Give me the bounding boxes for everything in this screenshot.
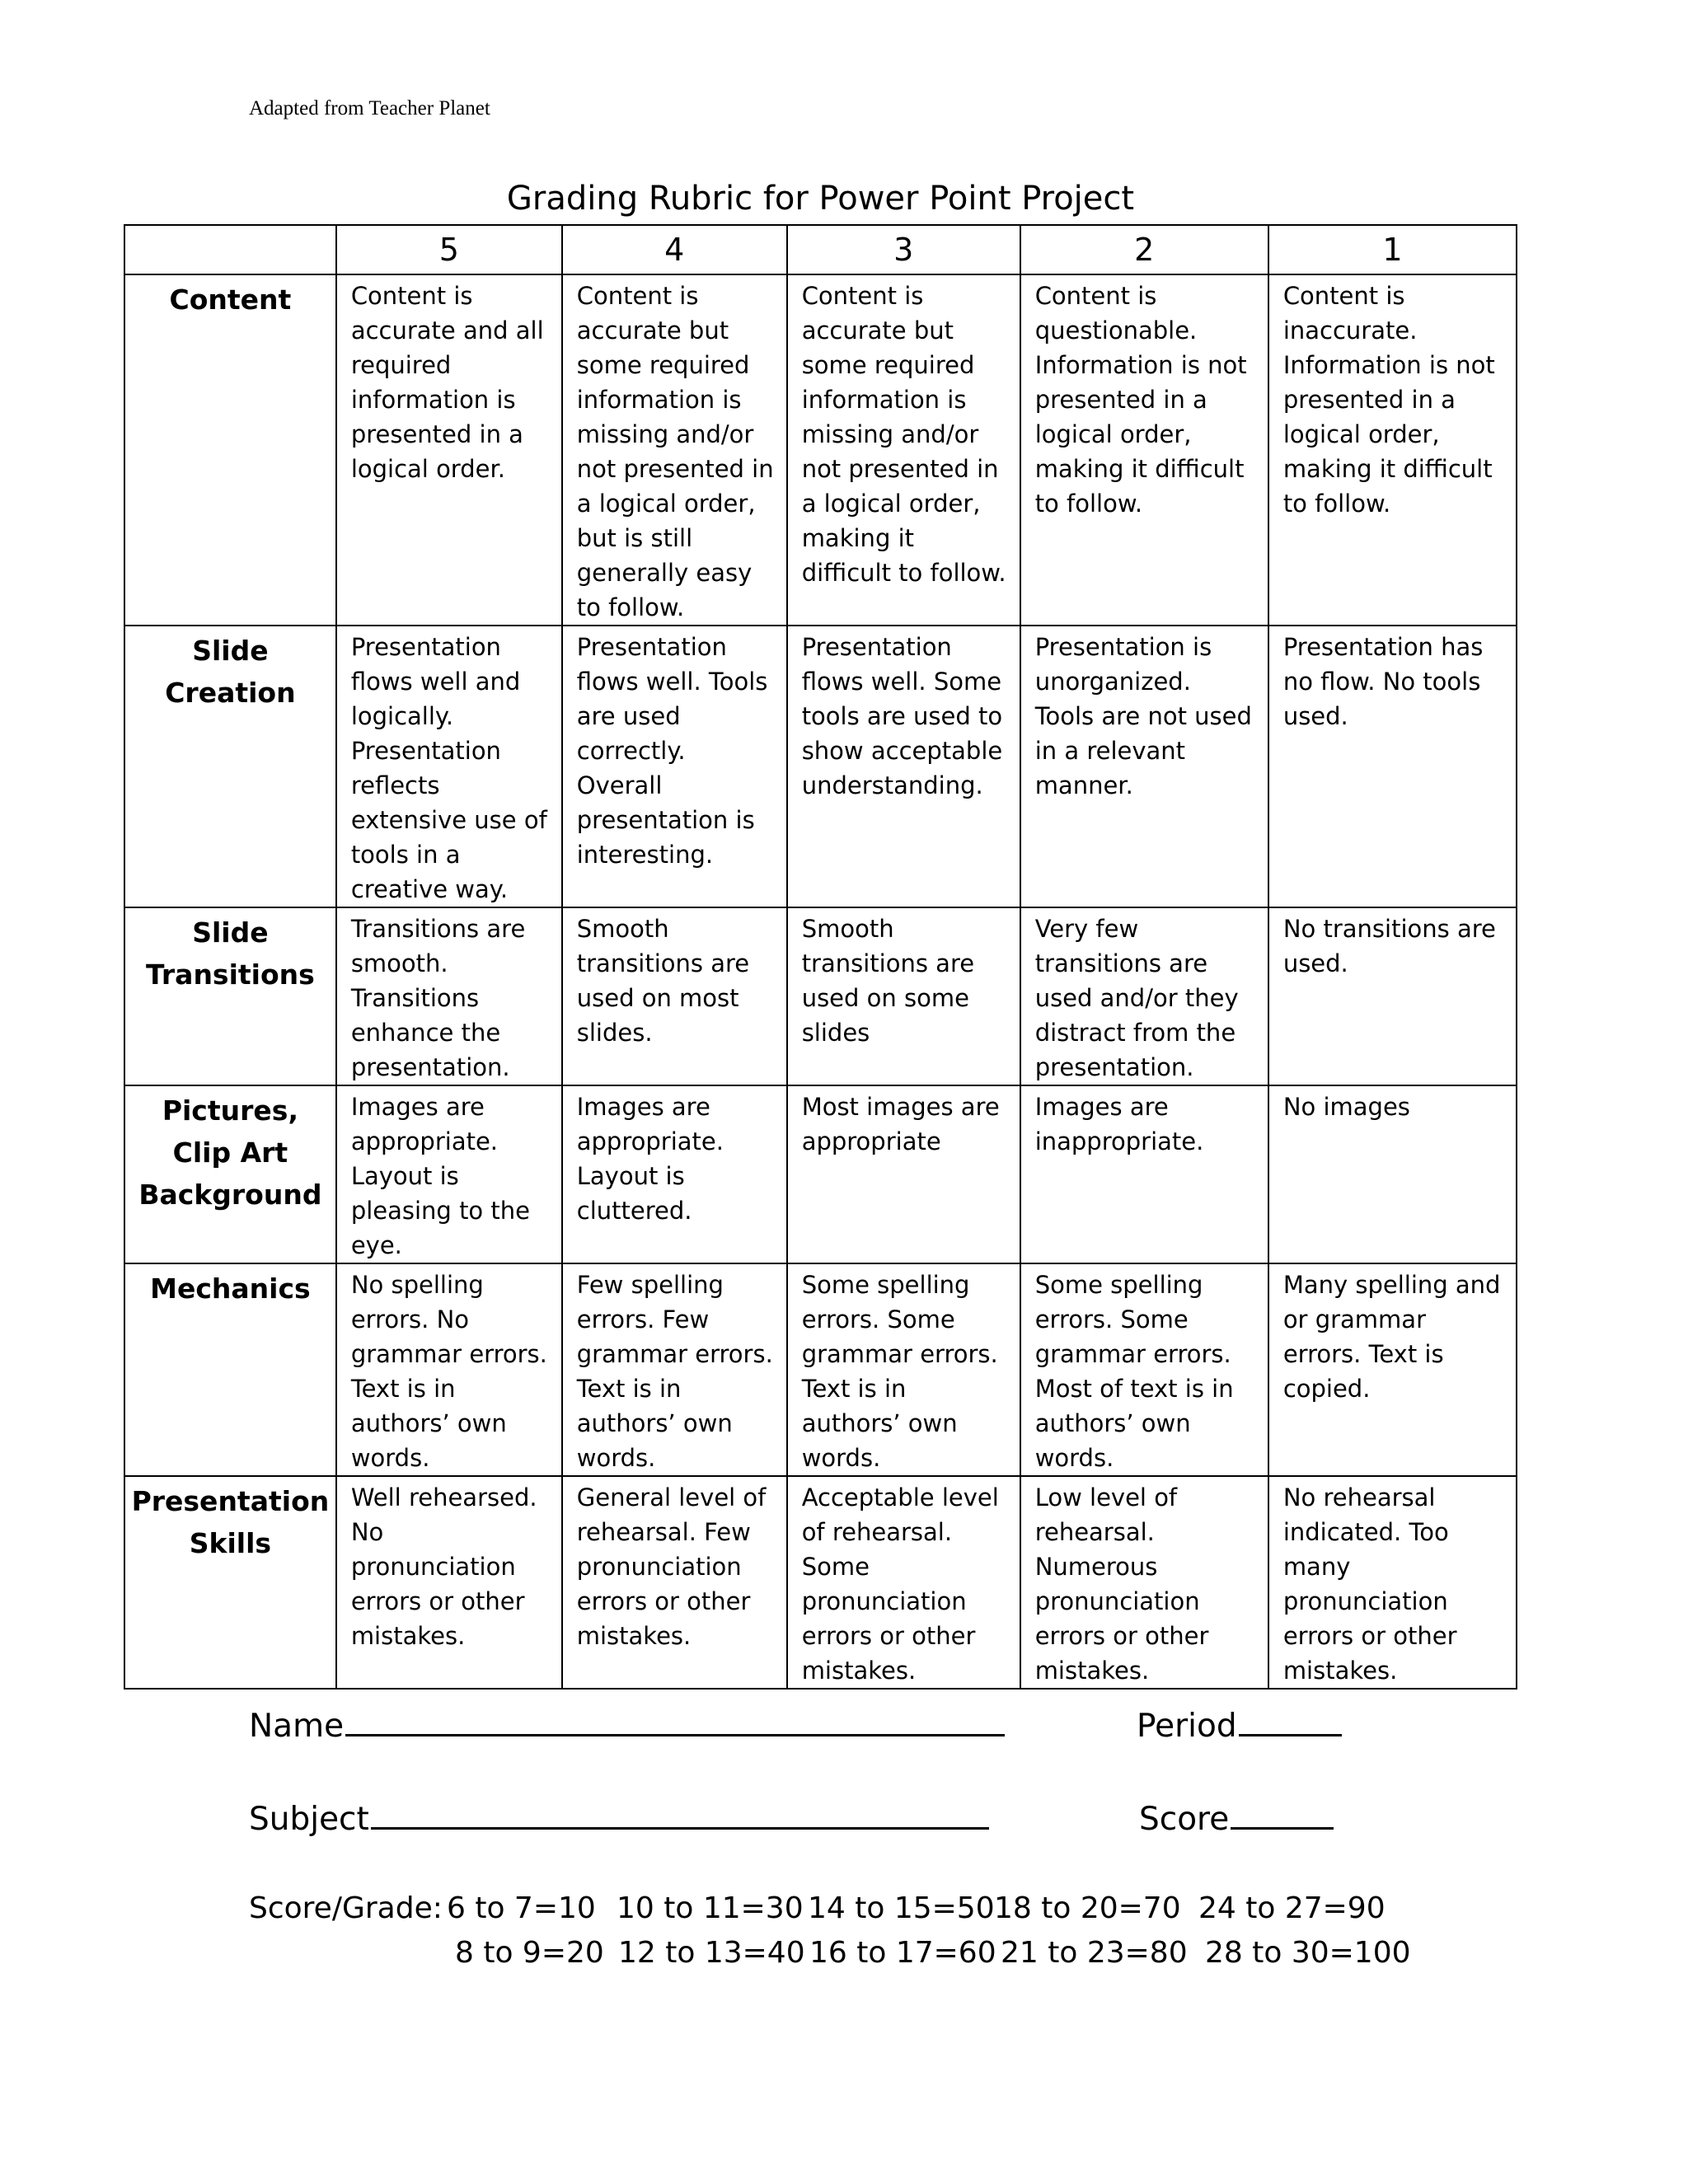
header-score-2: 2: [1020, 225, 1268, 274]
header-row: [124, 225, 1517, 274]
rubric-cell: Content is inaccurate. Information is not presented in a logical order, making it difficult to follow.: [1268, 274, 1517, 626]
rubric-cell: Well rehearsed. No pronunciation errors or other mistakes.: [336, 1476, 562, 1689]
score-grade-label: Score/Grade:: [249, 1891, 443, 1925]
subject-blank-line[interactable]: [371, 1801, 989, 1830]
criterion-label: Presentation Skills: [124, 1476, 336, 1689]
rubric-cell: Content is accurate and all required information is presented in a logical order.: [336, 274, 562, 626]
criterion-label: Pictures, Clip Art Background: [124, 1085, 336, 1263]
score-label: Score: [1139, 1801, 1230, 1838]
header-corner: [124, 225, 336, 274]
score-grade-entry: 24 to 27=90: [1198, 1891, 1386, 1925]
rubric-cell: Some spelling errors. Some grammar errors. Text is in authors’ own words.: [787, 1263, 1020, 1476]
period-blank-line[interactable]: [1239, 1708, 1342, 1736]
rubric-cell: General level of rehearsal. Few pronunciation errors or other mistakes.: [562, 1476, 787, 1689]
score-grade-entry: 16 to 17=60: [809, 1936, 996, 1970]
score-grade-entry: 28 to 30=100: [1205, 1936, 1411, 1970]
table-row: [124, 626, 1517, 907]
period-field[interactable]: [1137, 1708, 1342, 1745]
rubric-cell: Images are appropriate. Layout is cluttered.: [562, 1085, 787, 1263]
score-grade-entry: 14 to 15=50: [808, 1891, 995, 1925]
rubric-cell: Smooth transitions are used on most slides.: [562, 907, 787, 1085]
header-score-5: 5: [336, 225, 562, 274]
rubric-cell: No images: [1268, 1085, 1517, 1263]
rubric-cell: No transitions are used.: [1268, 907, 1517, 1085]
table-row: [124, 1476, 1517, 1689]
score-grade-entry: 21 to 23=80: [1001, 1936, 1188, 1970]
header-score-3: 3: [787, 225, 1020, 274]
period-label: Period: [1137, 1708, 1237, 1745]
rubric-cell: Most images are appropriate: [787, 1085, 1020, 1263]
score-blank-line[interactable]: [1231, 1801, 1334, 1830]
rubric-cell: Content is accurate but some required information is missing and/or not presented in a logical order, but is still generally easy to follow.: [562, 274, 787, 626]
rubric-cell: Few spelling errors. Few grammar errors. Text is in authors’ own words.: [562, 1263, 787, 1476]
criterion-label: Slide Transitions: [124, 907, 336, 1085]
criterion-label: Mechanics: [124, 1263, 336, 1476]
rubric-cell: Low level of rehearsal. Numerous pronunciation errors or other mistakes.: [1020, 1476, 1268, 1689]
header-score-4: 4: [562, 225, 787, 274]
table-row: [124, 1085, 1517, 1263]
rubric-cell: Content is accurate but some required information is missing and/or not presented in a logical order, making it difficult to follow.: [787, 274, 1020, 626]
criterion-label: Content: [124, 274, 336, 626]
rubric-cell: Presentation has no flow. No tools used.: [1268, 626, 1517, 907]
rubric-cell: Images are appropriate. Layout is pleasing to the eye.: [336, 1085, 562, 1263]
criterion-label: Slide Creation: [124, 626, 336, 907]
score-grade-entry: 8 to 9=20: [455, 1936, 604, 1970]
table-row: [124, 907, 1517, 1085]
rubric-cell: Some spelling errors. Some grammar errors. Most of text is in authors’ own words.: [1020, 1263, 1268, 1476]
score-field[interactable]: [1139, 1801, 1334, 1838]
rubric-cell: Presentation is unorganized. Tools are not used in a relevant manner.: [1020, 626, 1268, 907]
rubric-cell: Very few transitions are used and/or they distract from the presentation.: [1020, 907, 1268, 1085]
subject-label: Subject: [249, 1801, 369, 1838]
name-blank-line[interactable]: [345, 1708, 1005, 1736]
score-grade-entry: 10 to 11=30: [617, 1891, 804, 1925]
rubric-cell: Content is questionable. Information is not presented in a logical order, making it difficult to follow.: [1020, 274, 1268, 626]
header-score-1: 1: [1268, 225, 1517, 274]
page-title: Grading Rubric for Power Point Project: [506, 180, 1135, 218]
rubric-cell: Presentation flows well. Some tools are used to show acceptable understanding.: [787, 626, 1020, 907]
rubric-cell: Presentation flows well and logically. Presentation reflects extensive use of tools in a creative way.: [336, 626, 562, 907]
score-grade-entry: 18 to 20=70: [994, 1891, 1181, 1925]
name-label: Name: [249, 1708, 345, 1745]
score-grade-entry: 6 to 7=10: [447, 1891, 596, 1925]
rubric-cell: Acceptable level of rehearsal. Some pronunciation errors or other mistakes.: [787, 1476, 1020, 1689]
rubric-cell: Images are inappropriate.: [1020, 1085, 1268, 1263]
subject-field[interactable]: [249, 1801, 989, 1838]
table-row: [124, 274, 1517, 626]
rubric-cell: Transitions are smooth. Transitions enhance the presentation.: [336, 907, 562, 1085]
rubric-cell: Presentation flows well. Tools are used correctly. Overall presentation is interesting.: [562, 626, 787, 907]
rubric-cell: Many spelling and or grammar errors. Text is copied.: [1268, 1263, 1517, 1476]
source-note: Adapted from Teacher Planet: [249, 97, 490, 120]
name-field[interactable]: [249, 1708, 1005, 1745]
table-row: [124, 1263, 1517, 1476]
rubric-cell: No spelling errors. No grammar errors. Text is in authors’ own words.: [336, 1263, 562, 1476]
rubric-table: [124, 224, 1517, 1690]
score-grade-entry: 12 to 13=40: [618, 1936, 805, 1970]
rubric-cell: Smooth transitions are used on some slides: [787, 907, 1020, 1085]
rubric-cell: No rehearsal indicated. Too many pronunciation errors or other mistakes.: [1268, 1476, 1517, 1689]
